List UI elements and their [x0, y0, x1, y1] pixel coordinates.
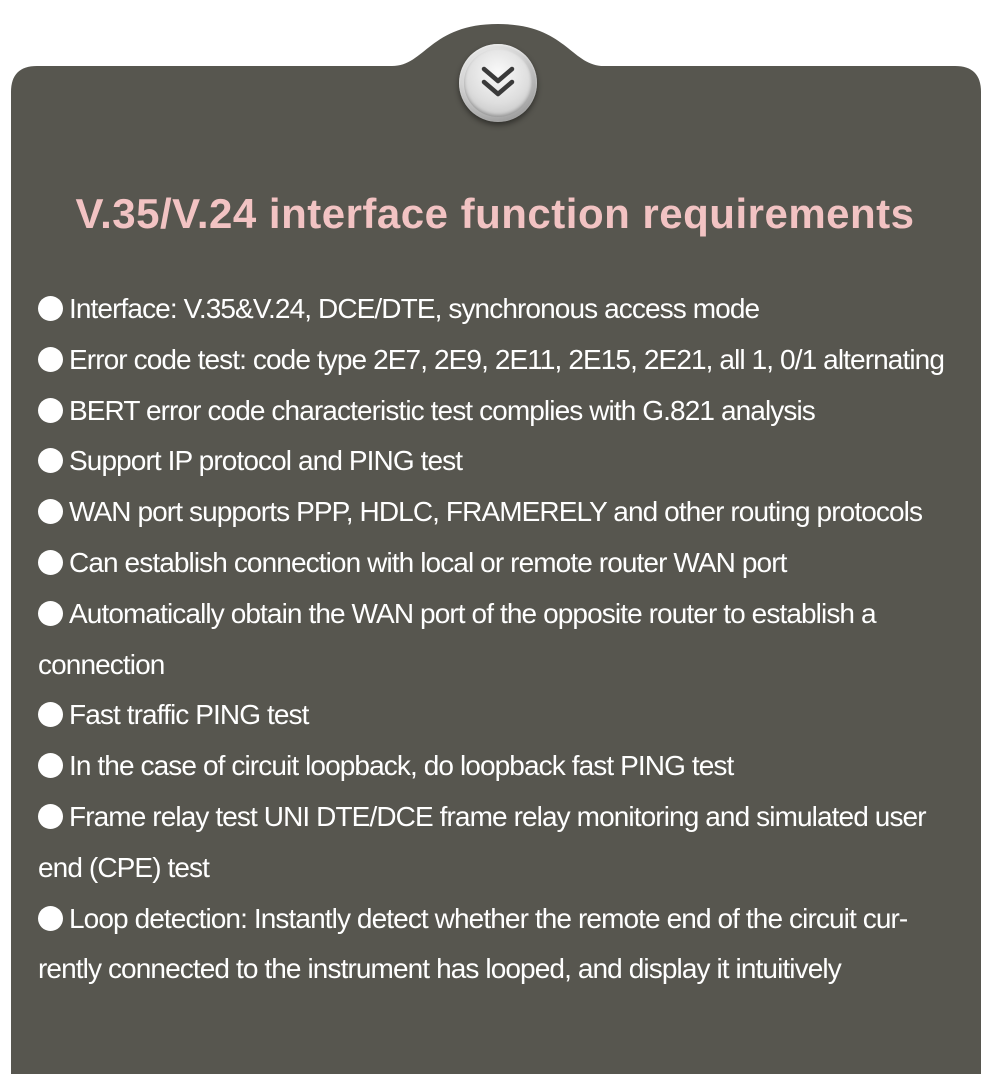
bullet-icon: [38, 448, 63, 473]
feature-text: Automatically obtain the WAN port of the opposite router to establish a connection: [38, 597, 876, 680]
bullet-icon: [38, 702, 63, 727]
bullet-icon: [38, 601, 63, 626]
feature-item: [38, 386, 968, 437]
feature-item: [38, 741, 968, 792]
feature-text: Interface: V.35&V.24, DCE/DTE, synchronous access mode: [69, 293, 760, 324]
feature-text: Fast traffic PING test: [69, 699, 309, 731]
bullet-icon: [38, 499, 63, 524]
feature-item: [38, 894, 968, 996]
feature-item: [38, 538, 968, 589]
feature-text: In the case of circuit loopback, do loopback fast PING test: [69, 750, 734, 782]
bullet-icon: [38, 550, 63, 575]
feature-item: [38, 436, 968, 487]
bullet-icon: [38, 804, 63, 829]
feature-text: Support IP protocol and PING test: [69, 445, 463, 477]
bullet-icon: [38, 753, 63, 778]
feature-text: Frame relay test UNI DTE/DCE frame relay monitoring and simulated user end (CPE) test: [38, 800, 926, 883]
double-chevron-down-icon: [478, 62, 518, 102]
bullet-icon: [38, 906, 63, 931]
feature-text: Loop detection: Instantly detect whether the remote end of the circuit cur-rently connected to the instrument has looped, and display it intuitively: [38, 902, 908, 985]
feature-list: [38, 284, 968, 995]
bullet-icon: [38, 398, 63, 423]
feature-text: WAN port supports PPP, HDLC, FRAMERELY and other routing protocols: [69, 496, 923, 528]
feature-item: [38, 284, 968, 335]
bullet-icon: [38, 347, 63, 372]
feature-text: Error code test: code type 2E7, 2E9, 2E11, 2E15, 2E21, all 1, 0/1 alternating: [69, 343, 945, 375]
collapse-button[interactable]: [459, 44, 537, 122]
feature-item: [38, 335, 968, 386]
feature-text: BERT error code characteristic test complies with G.821 analysis: [69, 394, 815, 426]
bullet-icon: [38, 296, 63, 321]
feature-item: [38, 792, 968, 894]
feature-text: Can establish connection with local or remote router WAN port: [69, 546, 787, 578]
section-title: V.35/V.24 interface function requirements: [75, 190, 915, 237]
feature-item: [38, 589, 968, 691]
feature-item: [38, 487, 968, 538]
feature-item: [38, 690, 968, 741]
